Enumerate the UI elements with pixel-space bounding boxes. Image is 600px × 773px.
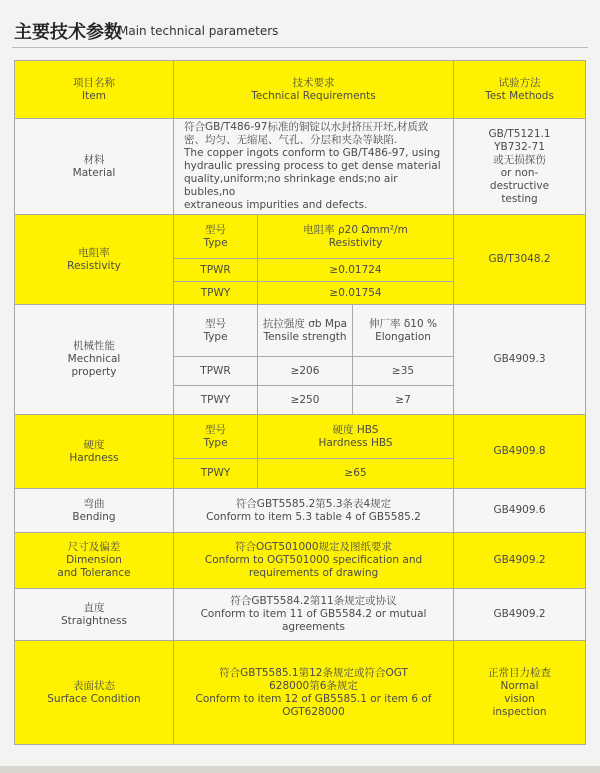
mechanical-type-en: Type (203, 330, 228, 343)
resistivity-type-en: Type (203, 236, 228, 249)
bending-label-en: Bending (72, 510, 116, 523)
elongation-value-cell: ≥7 (353, 386, 454, 415)
straightness-req-en-1: Conform to item 11 of GB5584.2 or mutual (200, 608, 427, 620)
straightness-req-zh: 符合GBT5584.2第11条规定或协议 (230, 595, 397, 607)
material-req-zh-2: 密、均匀、无缩尾、气孔、分层和夹杂等缺陷. (184, 134, 398, 146)
mechanical-test: GB4909.3 (454, 305, 586, 415)
elongation-header-zh: 伸厂率 δ10 % (369, 317, 437, 330)
surface-label (15, 641, 174, 745)
header-req-zh: 技术要求 (292, 76, 335, 89)
elongation-header-en: Elongation (375, 330, 431, 343)
hardness-label-zh: 硬度 (83, 438, 105, 451)
header-item-zh: 项目名称 (73, 76, 115, 89)
hardness-type-cell: TPWY (174, 459, 258, 489)
bending-requirement (174, 489, 454, 533)
page-title-zh: 主要技术参数 (14, 22, 122, 43)
resistivity-col-en: Resistivity (328, 236, 383, 249)
surface-test-1: 正常目力检查 (488, 666, 552, 679)
elongation-header (353, 305, 454, 357)
surface-req-zh-1: 符合GBT5585.1第12条规定或符合OGT (219, 666, 408, 679)
material-req-en-3: quality,uniform;no shrinkage ends;no air bubles,no (184, 173, 398, 198)
tensile-value-cell: ≥206 (258, 357, 353, 386)
header-req-en: Technical Requirements (251, 89, 376, 102)
bending-label (15, 489, 174, 533)
material-test-5: destructive (489, 179, 550, 192)
material-req-zh-1: 符合GB/T486-97标准的铜锭以水封挤压开坯,材质致 (184, 121, 429, 133)
elongation-value-cell: ≥35 (353, 357, 454, 386)
page-title-en: Main technical parameters (118, 24, 279, 38)
hardness-col-en: Hardness HBS (318, 436, 393, 449)
material-test-6: testing (501, 192, 538, 205)
mechanical-label-en-2: property (71, 366, 117, 378)
resistivity-type-zh: 型号 (205, 223, 226, 236)
dimension-req-en-1: Conform to OGT501000 specification and (204, 554, 423, 566)
dimension-label-zh: 尺寸及偏差 (67, 541, 121, 553)
hardness-col-zh: 硬度 HBS (332, 423, 379, 436)
bending-label-zh: 弯曲 (83, 497, 105, 510)
bottom-bar (0, 766, 600, 773)
resistivity-label-en: Resistivity (67, 259, 121, 272)
resistivity-label (15, 215, 174, 305)
mechanical-type-header (174, 305, 258, 357)
mechanical-type-zh: 型号 (205, 317, 226, 330)
mechanical-label-zh: 机械性能 (73, 340, 115, 352)
dimension-label-en-2: and Tolerance (57, 567, 131, 579)
dimension-req-zh: 符合OGT501000规定及图纸要求 (234, 541, 393, 553)
material-test-4: or non- (500, 166, 539, 179)
resistivity-type-header (174, 215, 258, 259)
material-test (454, 119, 586, 215)
hardness-col-header (258, 415, 454, 459)
dimension-req-en-2: requirements of drawing (248, 567, 379, 579)
hardness-label (15, 415, 174, 489)
dimension-label-en-1: Dimension (66, 554, 122, 566)
resistivity-value-cell: ≥0.01754 (258, 282, 454, 305)
surface-requirement (174, 641, 454, 745)
bending-test: GB4909.6 (454, 489, 586, 533)
straightness-test: GB4909.2 (454, 589, 586, 641)
surface-test-3: vision (504, 692, 535, 705)
surface-test (454, 641, 586, 745)
material-req-en-4: extraneous impurities and defects. (184, 199, 368, 211)
dimension-label (15, 533, 174, 589)
material-test-1: GB/T5121.1 (488, 127, 551, 140)
technical-parameters-table (14, 60, 586, 745)
hardness-test: GB4909.8 (454, 415, 586, 489)
hardness-value-cell: ≥65 (258, 459, 454, 489)
header-requirements (174, 61, 454, 119)
resistivity-label-zh: 电阻率 (78, 246, 110, 259)
mechanical-type-cell: TPWY (174, 386, 258, 415)
surface-label-en: Surface Condition (47, 692, 141, 705)
dimension-test: GB4909.2 (454, 533, 586, 589)
material-req-en-2: hydraulic pressing process to get dense material (184, 160, 441, 172)
material-requirement (174, 119, 454, 215)
bending-req-en: Conform to item 5.3 table 4 of GB5585.2 (206, 510, 421, 523)
material-req-en-1: The copper ingots conform to GB/T486-97, using (184, 147, 441, 159)
material-label (15, 119, 174, 215)
bending-req-zh: 符合GBT5585.2第5.3条表4规定 (235, 497, 392, 510)
header-item (15, 61, 174, 119)
hardness-type-zh: 型号 (205, 423, 226, 436)
resistivity-col-zh: 电阻率 ρ20 Ωmm²/m (303, 223, 408, 236)
header-test-en: Test Methods (485, 89, 554, 102)
mechanical-type-cell: TPWR (174, 357, 258, 386)
material-label-zh: 材料 (83, 153, 105, 166)
surface-test-2: Normal (500, 679, 539, 692)
resistivity-value-cell: ≥0.01724 (258, 259, 454, 282)
hardness-type-en: Type (203, 436, 228, 449)
surface-req-en-2: OGT628000 (282, 705, 345, 718)
header-item-en: Item (82, 89, 106, 102)
resistivity-type-cell: TPWR (174, 259, 258, 282)
dimension-requirement (174, 533, 454, 589)
tensile-header-zh: 抗拉强度 σb Mpa (262, 317, 348, 330)
hardness-type-header (174, 415, 258, 459)
resistivity-type-cell: TPWY (174, 282, 258, 305)
surface-test-4: inspection (492, 705, 547, 718)
material-test-3: 或无损探伤 (493, 153, 546, 166)
straightness-label-zh: 直度 (83, 601, 105, 614)
surface-label-zh: 表面状态 (73, 679, 115, 692)
resistivity-test: GB/T3048.2 (454, 215, 586, 305)
header-test-zh: 试验方法 (498, 76, 541, 89)
tensile-header (258, 305, 353, 357)
straightness-req-en-2: agreements (281, 621, 346, 633)
straightness-label (15, 589, 174, 641)
straightness-requirement (174, 589, 454, 641)
title-divider (12, 47, 588, 48)
tensile-header-en: Tensile strength (263, 330, 347, 343)
surface-req-en-1: Conform to item 12 of GB5585.1 or item 6 of (195, 692, 432, 705)
hardness-label-en: Hardness (69, 451, 119, 464)
mechanical-label-en-1: Mechnical (67, 353, 121, 365)
straightness-label-en: Straightness (61, 614, 127, 627)
header-test-methods (454, 61, 586, 119)
tensile-value-cell: ≥250 (258, 386, 353, 415)
mechanical-label (15, 305, 174, 415)
material-label-en: Material (72, 166, 116, 179)
material-test-2: YB732-71 (494, 140, 545, 153)
resistivity-col-header (258, 215, 454, 259)
surface-req-zh-2: 628000第6条规定 (269, 679, 358, 692)
